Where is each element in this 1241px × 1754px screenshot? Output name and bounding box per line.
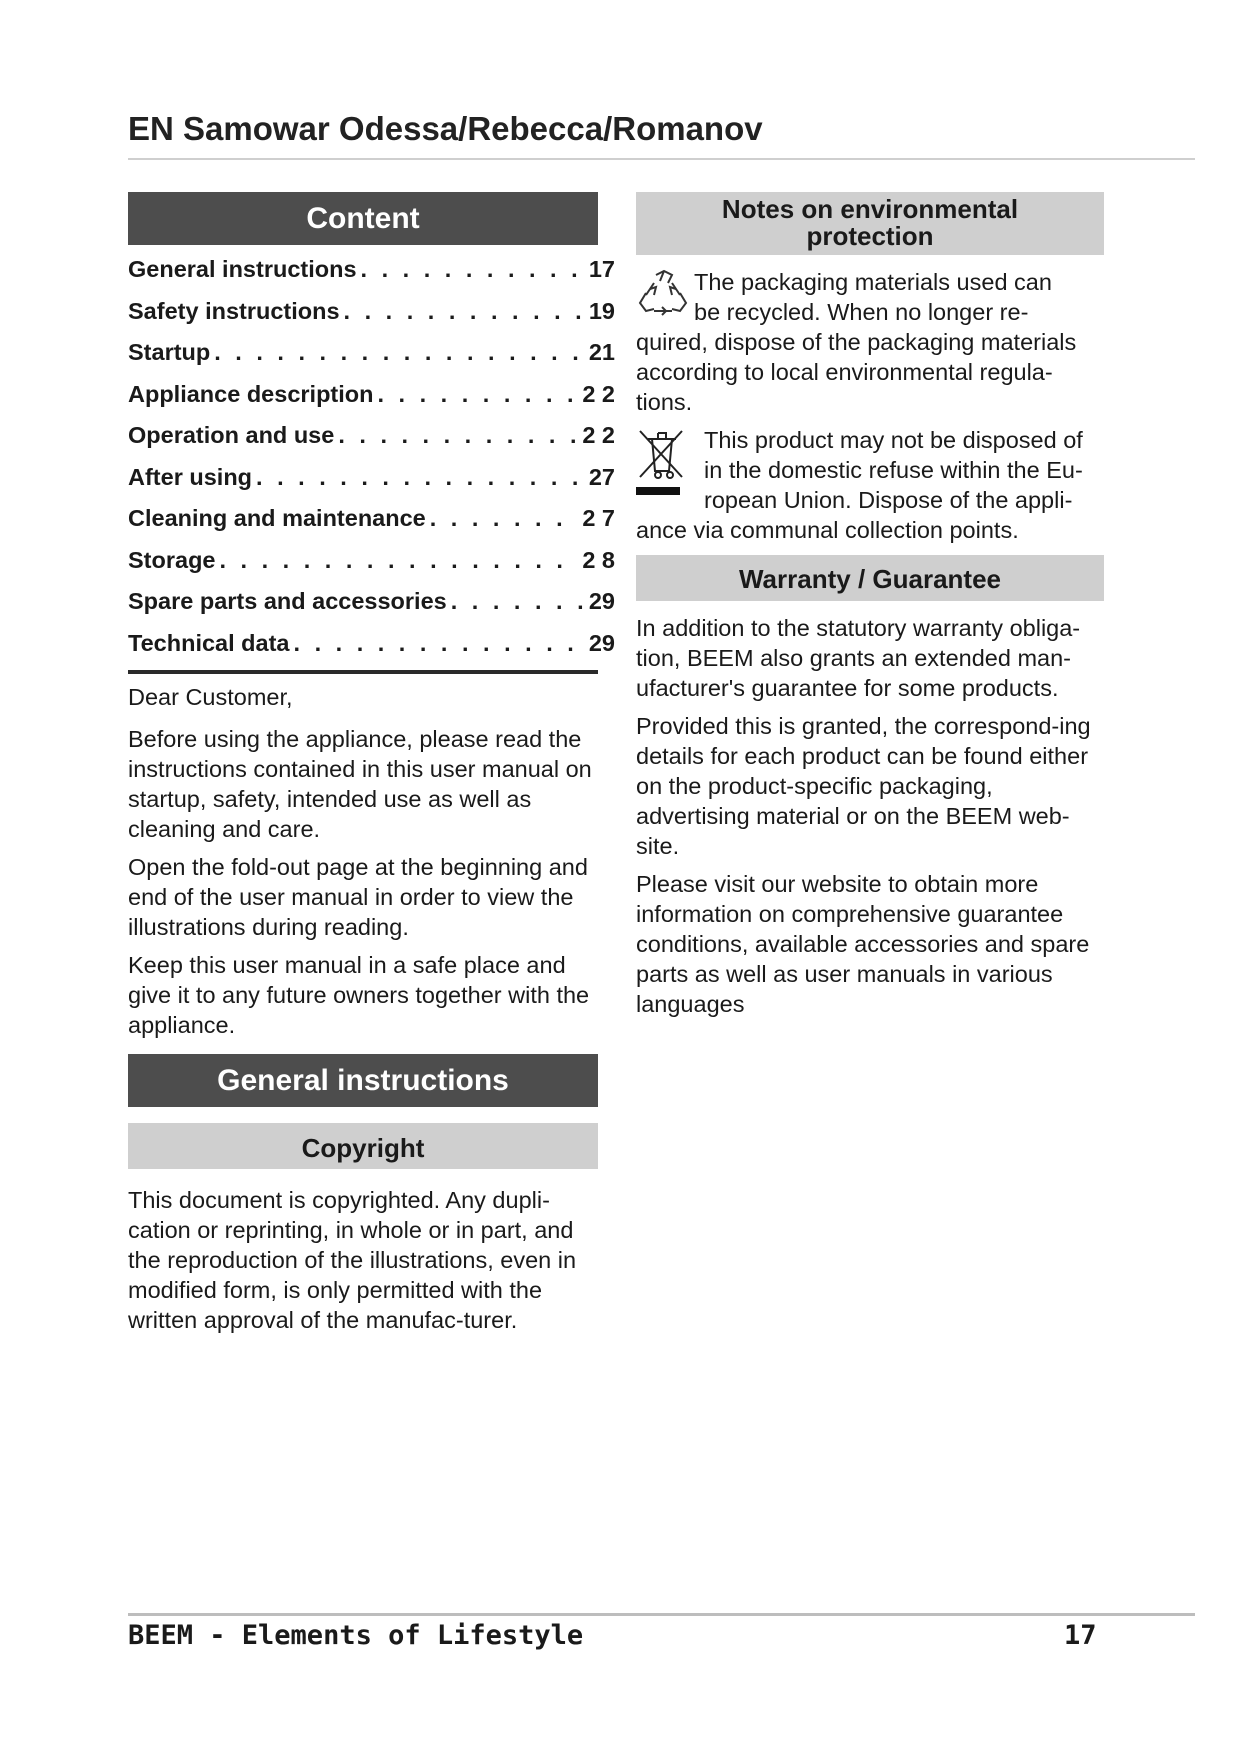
footer-divider bbox=[128, 1613, 1195, 1616]
table-of-contents bbox=[128, 249, 615, 674]
warranty-section bbox=[636, 613, 1104, 1019]
content-heading: Content bbox=[128, 192, 598, 245]
toc-leader bbox=[361, 249, 585, 291]
toc-entry[interactable] bbox=[128, 374, 615, 416]
toc-leader bbox=[430, 498, 579, 540]
toc-page: 21 bbox=[588, 339, 615, 365]
toc-label: Startup bbox=[128, 339, 211, 365]
recycle-text-line: be recycled. When no longer re- bbox=[694, 299, 1029, 325]
toc-label: Technical data bbox=[128, 629, 290, 656]
environment-heading bbox=[636, 192, 1104, 255]
toc-page: 17 bbox=[588, 256, 615, 282]
toc-leader bbox=[338, 415, 578, 457]
toc-entry[interactable] bbox=[128, 540, 615, 582]
warranty-paragraph: Please visit our website to obtain more information on comprehensive guarantee conditions, available accessories and spare parts as well as user manuals in various languages bbox=[636, 871, 1090, 1017]
toc-page: 2 2 bbox=[582, 380, 615, 407]
toc-page: 2 7 bbox=[582, 505, 615, 531]
copyright-heading: Copyright bbox=[128, 1123, 598, 1169]
left-column bbox=[128, 192, 615, 1335]
toc-leader bbox=[214, 332, 585, 374]
recycle-text-line: quired, dispose of the packaging materials according to local environmental regula-tions. bbox=[636, 329, 1077, 415]
toc-label: Cleaning and maintenance bbox=[128, 505, 426, 531]
environment-heading-line: Notes on environmental bbox=[721, 194, 1019, 224]
toc-leader bbox=[451, 581, 585, 623]
toc-page: 2 2 bbox=[582, 422, 615, 448]
right-column bbox=[636, 192, 1104, 1019]
toc-entry[interactable] bbox=[128, 623, 615, 665]
environment-heading-line: protection bbox=[806, 221, 934, 251]
weee-text-line: ropean Union. Dispose of the appli- bbox=[704, 487, 1073, 513]
toc-entry[interactable] bbox=[128, 498, 615, 540]
toc-label: General instructions bbox=[128, 256, 357, 282]
toc-label: Operation and use bbox=[128, 422, 335, 448]
toc-page: 29 bbox=[588, 588, 615, 614]
intro-paragraph: Keep this user manual in a safe place and give it to any future owners together with the appliance. bbox=[128, 952, 590, 1038]
warranty-heading: Warranty / Guarantee bbox=[636, 555, 1104, 601]
toc-label: Appliance description bbox=[128, 380, 374, 407]
toc-divider bbox=[128, 670, 598, 674]
toc-entry[interactable] bbox=[128, 291, 615, 333]
toc-entry[interactable] bbox=[128, 457, 615, 499]
toc-page: 2 8 bbox=[582, 546, 615, 573]
weee-bin-icon bbox=[636, 425, 688, 502]
toc-entry[interactable] bbox=[128, 415, 615, 457]
intro-paragraph: Open the fold-out page at the beginning and end of the user manual in order to view the illustrations during reading. bbox=[128, 854, 588, 940]
toc-label: After using bbox=[128, 463, 253, 490]
recycling-note bbox=[636, 267, 1104, 417]
toc-leader bbox=[378, 374, 579, 416]
toc-leader bbox=[256, 457, 585, 499]
toc-label: Storage bbox=[128, 546, 216, 573]
recycle-icon bbox=[636, 269, 690, 324]
toc-page: 27 bbox=[588, 463, 615, 490]
toc-leader bbox=[220, 540, 579, 582]
intro-paragraph: Before using the appliance, please read the instructions contained in this user manual on startup, safety, intended use as well as cleaning and care. bbox=[128, 726, 592, 842]
page-number: 17 bbox=[1064, 1620, 1097, 1651]
page-title: EN Samowar Odessa/Rebecca/Romanov bbox=[128, 110, 763, 147]
toc-entry[interactable] bbox=[128, 249, 615, 291]
intro-section bbox=[128, 682, 598, 1040]
recycle-text-line: The packaging materials used can bbox=[694, 269, 1052, 295]
weee-text-line: ance via communal collection points. bbox=[636, 517, 1019, 543]
warranty-paragraph: Provided this is granted, the correspond-ing details for each product can be found either on the product-specific packaging, advertising material or on the BEEM web-site. bbox=[636, 713, 1091, 859]
greeting: Dear Customer, bbox=[128, 684, 293, 710]
toc-page: 29 bbox=[588, 629, 615, 656]
copyright-text: This document is copyrighted. Any dupli-cation or reprinting, in whole or in part, and the reproduction of the illustrations, even in modified form, is only permitted with the written approval of the manufac-turer. bbox=[128, 1187, 577, 1333]
footer-brand: BEEM - Elements of Lifestyle bbox=[128, 1620, 584, 1651]
weee-text-line: in the domestic refuse within the Eu- bbox=[704, 457, 1083, 483]
toc-leader bbox=[344, 291, 585, 333]
header-divider bbox=[128, 158, 1195, 160]
toc-entry[interactable] bbox=[128, 581, 615, 623]
toc-page: 19 bbox=[588, 297, 615, 324]
weee-text-line: This product may not be disposed of bbox=[704, 427, 1083, 453]
toc-label: Safety instructions bbox=[128, 297, 340, 324]
toc-label: Spare parts and accessories bbox=[128, 588, 447, 614]
warranty-paragraph: In addition to the statutory warranty obliga-tion, BEEM also grants an extended man-ufacturer's guarantee for some products. bbox=[636, 615, 1081, 701]
general-instructions-heading: General instructions bbox=[128, 1054, 598, 1107]
toc-entry[interactable] bbox=[128, 332, 615, 374]
disposal-note bbox=[636, 425, 1104, 545]
toc-leader bbox=[294, 623, 585, 665]
